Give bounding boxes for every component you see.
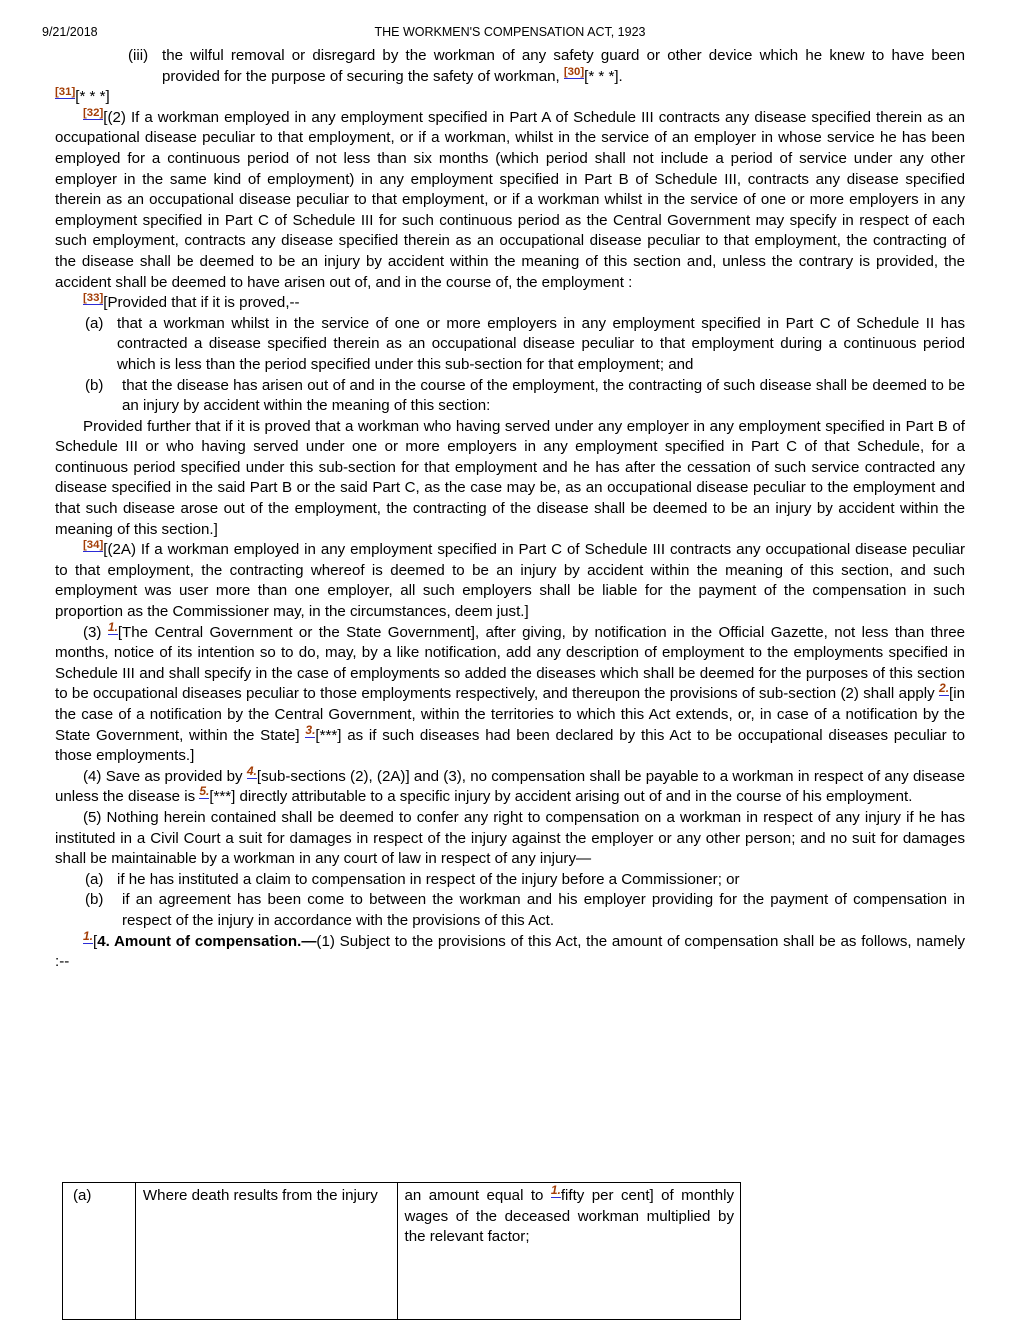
footnote-ref-5[interactable]: 5. <box>199 784 210 799</box>
footnote-ref-4[interactable]: 4. <box>246 763 257 778</box>
proviso-item-a-marker: (a) <box>85 314 104 332</box>
clause-iii-marker: (iii) <box>128 47 149 64</box>
footnote-ref-1c[interactable]: 1. <box>550 1182 561 1197</box>
proviso-list <box>55 314 965 417</box>
subsection-3 <box>55 619 966 767</box>
subsection-3-number: (3) <box>83 623 108 641</box>
subsection-5-item-b-text: if an agreement has been come to between the workman and his employer providing for the payment of compensation in respect of the injury in accordance with the provisions of this Act. <box>122 891 965 929</box>
footnote-ref-2[interactable]: 2. <box>939 681 950 696</box>
clause-iii-text <box>162 46 965 87</box>
paragraph-31 <box>55 87 965 108</box>
clause-iii-text-part2: [* * *]. <box>584 67 623 85</box>
subsection-5-item-a-marker: (a) <box>85 870 104 888</box>
compensation-table <box>62 1182 741 1320</box>
proviso-item-b <box>85 376 965 417</box>
subsection-2 <box>55 108 965 293</box>
section-4-bracket: [ <box>93 932 98 950</box>
proviso-item-a-text: that a workman whilst in the service of one or more employers in any employment specified in Part C of Schedule II has contracted a disease specified therein as an occupational disease peculiar to that employment during a continuous period which is less than the period specified under this sub-section for that employment; and <box>117 314 965 373</box>
proviso-item-b-marker: (b) <box>85 376 104 394</box>
subsection-4-number: (4) Save as provided by <box>83 767 247 785</box>
subsection-3-text-part1: [The Central Government or the State Government], after giving, by notification in the Official Gazette, not less than three months, notice of its intention so to do, may, by a like notification, add any description of employment to the employments specified in Schedule III and shall specify in the case of employments so added the diseases which shall be deemed for the purposes of this section to be occupational diseases peculiar to those employments respectively, and thereupon the provisions of sub-section (2) shall apply <box>55 623 966 703</box>
footnote-ref-31[interactable]: [31] <box>55 86 76 99</box>
footnote-ref-32[interactable]: [32] <box>83 106 104 119</box>
table-cell-amount <box>397 1183 740 1320</box>
document-body <box>55 46 965 973</box>
subsection-2-text: [(2) If a workman employed in any employment specified in Part A of Schedule III contracts any disease specified therein as an occupational disease peculiar to that employment, or if a workman, whilst in the service of an employer in whose service he has been employed for a continuous period of not less than six months (which period shall not include a period of service under any other employer in the same kind of employment) in any employment specified in Part B of Schedule III, contracts any disease specified therein as an occupational disease peculiar to that employment, or if a workman whilst in the service of one or more employers in any employment specified in Part C of Schedule III for such continuous period as the Central Government may specify in respect of each such employment, contracts any disease specified therein as an occupational disease peculiar to that employment, the contracting of the disease shall be deemed to be an injury by accident within the meaning of this section and, unless the contrary is provided, the accident shall be deemed to have arisen out of, and in the course of, the employment : <box>55 108 965 291</box>
proviso-intro-text: [Provided that if it is proved,-- <box>103 294 300 312</box>
footnote-ref-3[interactable]: 3. <box>305 722 316 737</box>
clause-iii <box>128 46 965 87</box>
proviso-item-a <box>85 314 965 376</box>
proviso-item-b-text: that the disease has arisen out of and in the course of the employment, the contracting of such disease shall be deemed to be an injury by accident within the meaning of this section: <box>122 376 965 415</box>
subsection-5-item-a <box>85 870 965 891</box>
footnote-ref-34[interactable]: [34] <box>83 539 104 552</box>
section-4-heading-paragraph <box>55 928 965 973</box>
section-4-text: (1) Subject to the provisions of this Act, the amount of compensation shall be as follows, namely :-- <box>55 932 965 971</box>
table-cell-marker: (a) <box>63 1183 136 1320</box>
subsection-3-text-part2: [in the case of a notification by the Central Government, within the territories to which this Act extends, or, in case of a notification by the State Government, within the State] <box>55 685 965 744</box>
clause-iii-text-part1: the wilful removal or disregard by the workman of any safety guard or other device which he knew to have been provided for the purpose of securing the safety of workman, <box>162 47 965 85</box>
proviso-further: Provided further that if it is proved that a workman who having served under any employer in any employment specified in Part B of Schedule III or who having served under one or more employers in any employment specified in Part C of that Schedule, for a continuous period specified under this sub-section for that employment and he has after the cessation of such service contracted any disease specified in the said Part B or the said Part C, as the case may be, as an occupational disease peculiar to the employment and that such disease arose out of the employment, the contracting of the disease shall be deemed to be an injury by accident within the meaning of this section.] <box>55 417 965 538</box>
subsection-5-item-b <box>85 890 965 931</box>
header-act-title: THE WORKMEN'S COMPENSATION ACT, 1923 <box>374 25 646 39</box>
proviso-intro <box>55 293 965 314</box>
paragraph-31-text: [* * *] <box>75 88 110 106</box>
header-date: 9/21/2018 <box>42 25 98 39</box>
subsection-5-item-a-text: if he has instituted a claim to compensation in respect of the injury before a Commissioner; or <box>117 870 740 888</box>
table-cell-amount-part2: fifty per cent] of monthly wages of the deceased workman multiplied by the relevant factor; <box>404 1187 734 1246</box>
table-cell-amount-part1: an amount equal to <box>404 1187 551 1204</box>
subsection-5-list <box>55 870 965 932</box>
section-4-title: 4. Amount of compensation.— <box>97 932 317 950</box>
footnote-ref-1b[interactable]: 1. <box>83 928 94 943</box>
page-header <box>0 22 1020 42</box>
table-cell-description: Where death results from the injury <box>135 1183 397 1320</box>
subsection-3-text-part3: [***] as if such diseases had been declared by this Act to be occupational diseases peculiar to those employments.] <box>55 726 965 765</box>
subsection-2a <box>55 540 965 622</box>
subsection-4-text-part2: [***] directly attributable to a specific injury by accident arising out of and in the course of his employment. <box>209 788 913 806</box>
footnote-ref-33[interactable]: [33] <box>83 292 104 305</box>
subsection-5-item-b-marker: (b) <box>85 891 104 909</box>
table-row <box>63 1183 741 1320</box>
subsection-2a-text: [(2A) If a workman employed in any employment specified in Part C of Schedule III contracts any occupational disease peculiar to that employment, the contracting whereof is deemed to be an injury by accident within the meaning of this section, and such employment was user more than one employer, all such employers shall be liable for the payment of the compensation in such proportion as the Commissioner may, in the circumstances, deem just.] <box>55 541 965 621</box>
subsection-4-text-part1: [sub-sections (2), (2A)] and (3), no compensation shall be payable to a workman in respect of any disease unless the disease is <box>55 767 965 806</box>
subsection-5: (5) Nothing herein contained shall be deemed to confer any right to compensation on a workman in respect of any injury if he has instituted in a Civil Court a suit for damages in respect of the injury against the employer or any other person; and no suit for damages shall be maintainable by a workman in any court of law in respect of any injury— <box>55 808 965 868</box>
subsection-4 <box>55 763 965 808</box>
footnote-ref-1a[interactable]: 1. <box>107 619 118 634</box>
footnote-ref-30[interactable]: [30] <box>563 65 585 78</box>
